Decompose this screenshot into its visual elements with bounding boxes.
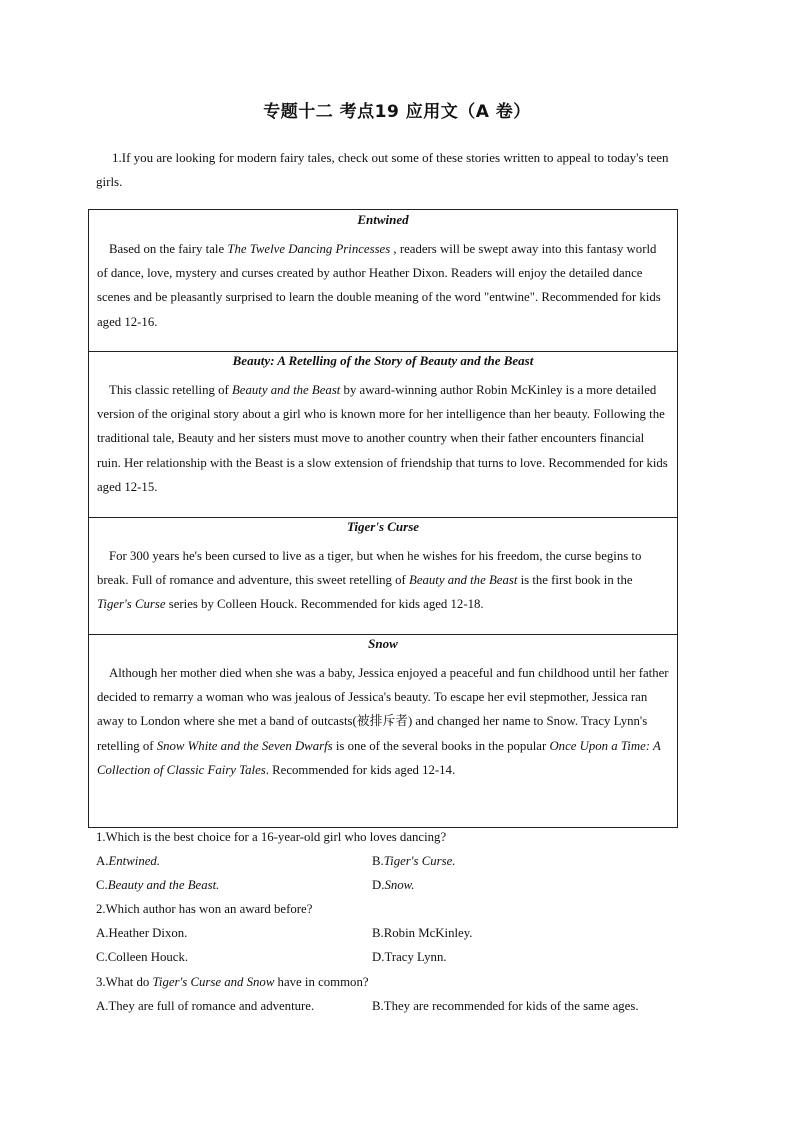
- book-title: Entwined: [357, 212, 409, 227]
- book-title: Tiger's Curse: [346, 519, 420, 534]
- book-box-entwined: [88, 209, 678, 352]
- book-box-beauty: [88, 351, 678, 518]
- book-description: Although her mother died when she was a baby, Jessica enjoyed a peaceful and fun childhood until her father decided to remarry a woman who was jealous of Jessica's beauty. To escape her evil stepmother, Jessica ran away to London where she met a band of outcasts(被排斥者) and changed her name to Snow. Tracy Lynn's retelling of Snow White and the Seven Dwarfs is one of the several books in the popular Once Upon a Time: A Collection of Classic Fairy Tales. Recommended for kids aged 12-14.: [97, 666, 669, 777]
- question-1-option-c: C.Beauty and the Beast.: [96, 878, 220, 892]
- book-box-snow: [88, 634, 678, 828]
- question-3-option-b: B.They are recommended for kids of the same ages.: [372, 999, 639, 1013]
- page-title: 专题十二 考点19 应用文（A 卷）: [263, 102, 531, 122]
- intro-paragraph: 1.If you are looking for modern fairy tales, check out some of these stories written to appeal to today's teen girls.: [96, 150, 669, 189]
- question-3-stem: 3.What do Tiger's Curse and Snow have in common?: [96, 975, 369, 989]
- book-title: Beauty: A Retelling of the Story of Beauty and the Beast: [232, 353, 534, 368]
- question-2-option-d: D.Tracy Lynn.: [372, 950, 447, 964]
- book-description: This classic retelling of Beauty and the Beast by award-winning author Robin McKinley is a more detailed version of the original story about a girl who is known more for her intelligence than her beauty. Following the traditional tale, Beauty and her sisters must move to another country when their father encounters financial ruin. Her relationship with the Beast is a slow extension of friendship that turns to love. Recommended for kids aged 12-15.: [97, 383, 668, 494]
- question-2-option-a: A.Heather Dixon.: [96, 926, 188, 940]
- book-box-tigers-curse: [88, 517, 678, 635]
- book-description: For 300 years he's been cursed to live as a tiger, but when he wishes for his freedom, the curse begins to break. Full of romance and adventure, this sweet retelling of Beauty and the Beast is the first book in the Tiger's Curse series by Colleen Houck. Recommended for kids aged 12-18.: [97, 549, 642, 612]
- book-title: Snow: [368, 636, 398, 651]
- question-2-option-c: C.Colleen Houck.: [96, 950, 189, 964]
- question-1-option-b: B.Tiger's Curse.: [372, 854, 456, 868]
- question-2-stem: 2.Which author has won an award before?: [96, 902, 313, 916]
- question-1-option-a: A.Entwined.: [96, 854, 160, 868]
- question-3-option-a: A.They are full of romance and adventure.: [96, 999, 315, 1013]
- question-1-stem: 1.Which is the best choice for a 16-year-old girl who loves dancing?: [96, 830, 447, 844]
- book-description: Based on the fairy tale The Twelve Dancing Princesses , readers will be swept away into this fantasy world of dance, love, mystery and curses created by author Heather Dixon. Readers will enjoy the detailed dance scenes and be pleasantly surprised to learn the double meaning of the word "entwine". Recommended for kids aged 12-16.: [97, 242, 661, 329]
- question-2-option-b: B.Robin McKinley.: [372, 926, 473, 940]
- question-1-option-d: D.Snow.: [372, 878, 415, 892]
